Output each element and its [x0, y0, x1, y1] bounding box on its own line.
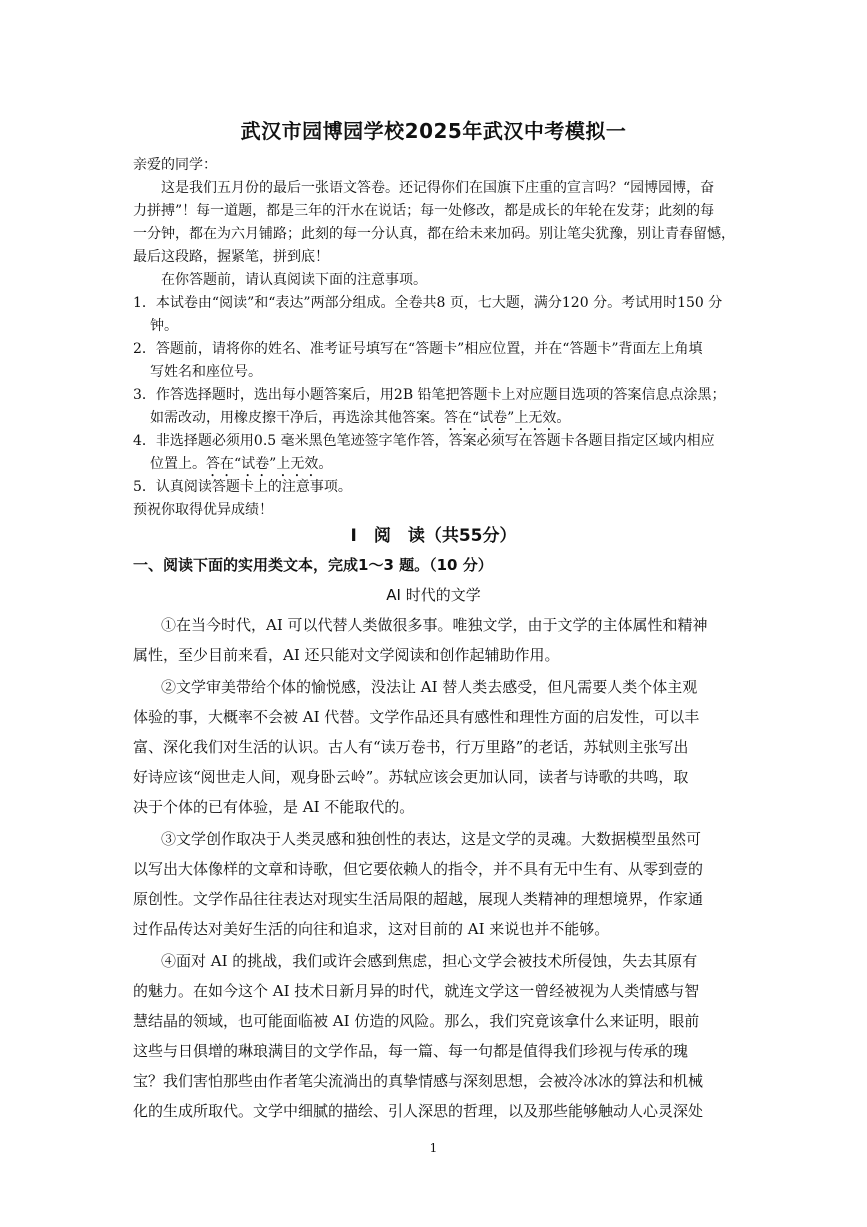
greeting: 亲爱的同学：	[133, 157, 217, 173]
intro-line-4: 最后这段路，握紧笔，拼到底！	[133, 249, 329, 265]
article-line: ④面对 AI 的挑战，我们或许会感到焦虑，担心文学会被技术所侵蚀，失去其原有	[161, 952, 698, 970]
section-title: I 阅 读（共55分）	[350, 526, 517, 546]
article-line: 慧结晶的领域，也可能面临被 AI 仿造的风险。那么，我们究竟该拿什么来证明，眼前	[133, 1012, 700, 1030]
intro-line-1: 这是我们五月份的最后一张语文答卷。还记得你们在国旗下庄重的宣言吗？“园博园博，奋	[161, 180, 715, 196]
article-line: 过作品传达对美好生活的向往和追求，这对目前的 AI 来说也并不能够。	[133, 920, 610, 938]
emphasis-text: 答在“试卷”上无效	[444, 410, 557, 426]
article-title: AI 时代的文学	[386, 586, 481, 604]
article-line: 原创性。文学作品往往表达对现实生活局限的超越，展现人类精神的理想境界，作家通	[133, 890, 704, 908]
article-line: ③文学创作取决于人类灵感和独创性的表达，这是文学的灵魂。大数据模型虽然可	[161, 830, 702, 848]
page-number: 1	[429, 1141, 438, 1155]
article-line: 属性，至少目前来看，AI 还只能对文学阅读和创作起辅助作用。	[133, 646, 560, 664]
article-line: 富、深化我们对生活的认识。古人有“读万卷书，行万里路”的老话，苏轼则主张写出	[133, 738, 689, 756]
note-4: 4．非选择题必须用0.5 毫米黑色笔迹签字笔作答，答案必须写在答题卡各题目指定区域内相应	[133, 433, 715, 449]
intro-line-2: 力拼搏”！每一道题，都是三年的汗水在说话；每一处修改，都是成长的年轮在发芽；此刻的每	[133, 203, 715, 219]
intro-line-3: 一分钟，都在为六月铺路；此刻的每一分认真，都在给未来加码。别让笔尖犹豫，别让青春留憾，	[133, 226, 735, 242]
note-1: 1．本试卷由“阅读”和“表达”两部分组成。全卷共8 页，七大题，满分120 分。考试用时150 分	[133, 295, 723, 311]
article-line: ①在当今时代，AI 可以代替人类做很多事。唯独文学，由于文学的主体属性和精神	[161, 616, 708, 634]
article-line: ②文学审美带给个体的愉悦感，没法让 AI 替人类去感受，但凡需要人类个体主观	[161, 678, 698, 696]
wish-text: 预祝你取得优异成绩！	[133, 502, 273, 518]
note-3: 3．作答选择题时，选出每小题答案后，用2B 铅笔把答题卡上对应题目选项的答案信息点涂黑；	[133, 387, 726, 403]
note-3-cont: 如需改动，用橡皮擦干净后，再选涂其他答案。答在“试卷”上无效。	[150, 410, 571, 426]
intro-line-5: 在你答题前，请认真阅读下面的注意事项。	[161, 272, 427, 288]
article-line: 化的生成所取代。文学中细腻的描绘、引人深思的哲理，以及那些能够触动人心灵深处	[133, 1102, 704, 1120]
article-line: 好诗应该“阅世走人间，观身卧云岭”。苏轼应该会更加认同，读者与诗歌的共鸣，取	[133, 768, 689, 786]
question-header: 一、阅读下面的实用类文本，完成1～3 题。（10 分）	[133, 556, 493, 574]
exam-title: 武汉市园博园学校2025年武汉中考模拟一	[240, 119, 627, 143]
note-2-cont: 写姓名和座位号。	[150, 364, 262, 380]
note-2: 2．答题前，请将你的姓名、准考证号填写在“答题卡”相应位置，并在“答题卡”背面左上角填	[133, 341, 703, 357]
note-4-cont: 位置上。答在“试卷”上无效。	[150, 456, 333, 472]
emphasis-text: 答在“试卷”上无效	[206, 456, 319, 472]
article-line: 这些与日俱增的琳琅满目的文学作品，每一篇、每一句都是值得我们珍视与传承的瑰	[133, 1042, 689, 1060]
note-1-cont: 钟。	[150, 318, 178, 334]
article-line: 体验的事，大概率不会被 AI 代替。文学作品还具有感性和理性方面的启发性，可以丰	[133, 708, 700, 726]
note-5: 5．认真阅读答题卡上的注意事项。	[133, 479, 352, 495]
article-line: 以写出大体像样的文章和诗歌，但它要依赖人的指令，并不具有无中生有、从零到壹的	[133, 860, 704, 878]
article-line: 决于个体的已有体验，是 AI 不能取代的。	[133, 798, 415, 816]
article-line: 宝？我们害怕那些由作者笔尖流淌出的真挚情感与深刻思想，会被冷冰冰的算法和机械	[133, 1072, 704, 1090]
article-line: 的魅力。在如今这个 AI 技术日新月异的时代，就连文学这一曾经被视为人类情感与智	[133, 982, 700, 1000]
